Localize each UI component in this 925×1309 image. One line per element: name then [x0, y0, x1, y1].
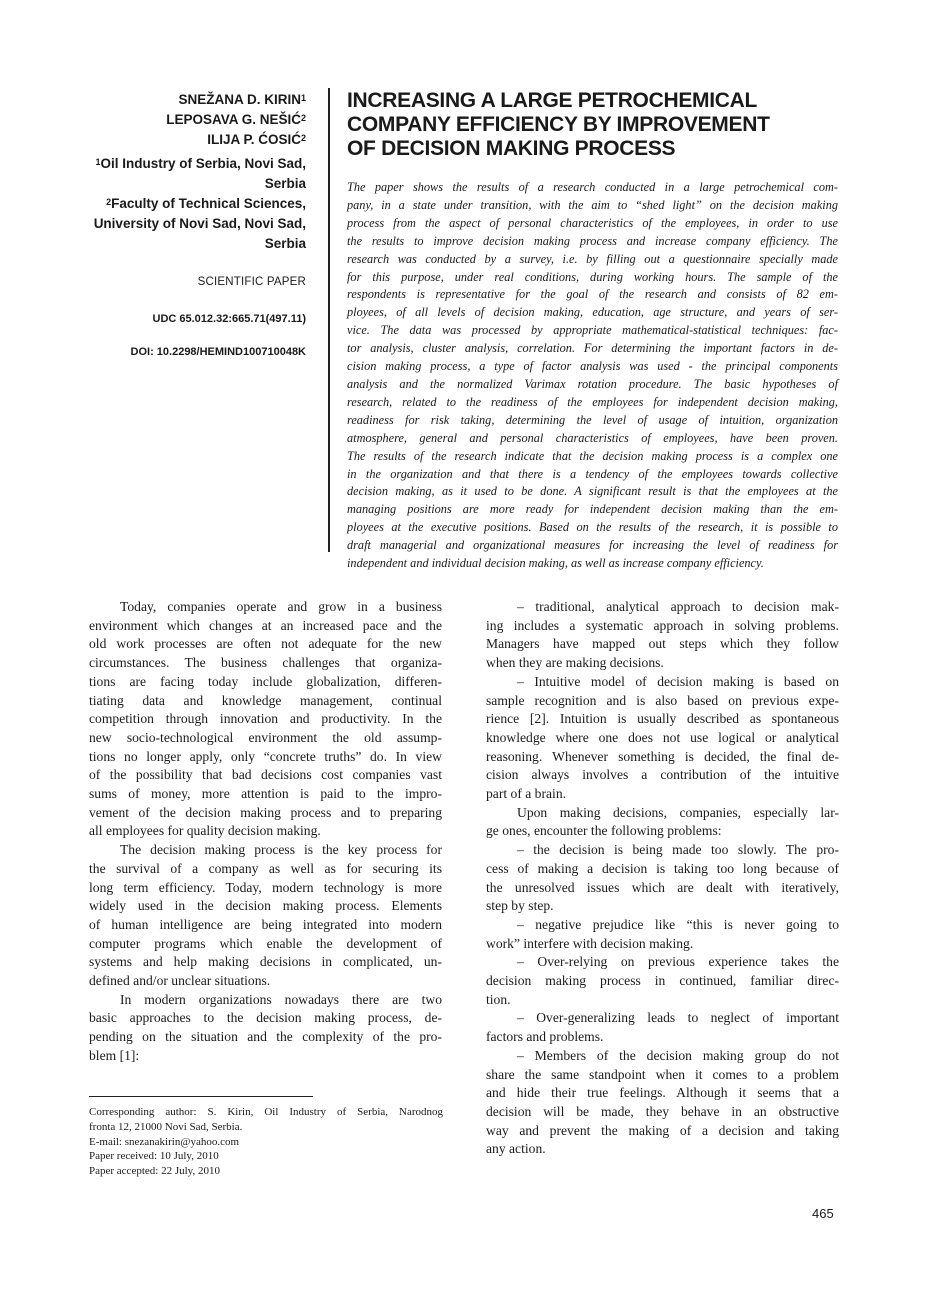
body-line: – the decision is being made too slowly. The pro- — [517, 842, 839, 858]
abstract-line: analysis and the normalized Varimax rotation procedure. The basic hypotheses of — [347, 376, 838, 391]
author-name: LEPOSAVA G. NEŠIĆ$^2$ — [166, 112, 306, 127]
abstract-line: process from the aspect of personal characteristics of the employees, in order to use — [347, 215, 838, 230]
body-line: widely used in the decision making process. Elements — [89, 898, 442, 914]
footnote-divider — [89, 1096, 313, 1097]
body-line: basic approaches to the decision making process, de- — [89, 1010, 442, 1026]
footnote — [89, 1105, 443, 1179]
body-line: – negative prejudice like “this is never going to — [517, 916, 839, 932]
abstract-line: The results of the research indicate that the decision making process is a complex one — [347, 448, 838, 463]
abstract — [347, 179, 838, 573]
abstract-line: pany, in a state under transition, with the aim to “shed light” on the decision making — [347, 197, 838, 212]
udc-code: UDC 65.012.32:665.71(497.11) — [152, 313, 306, 325]
body-line: – Over-generalizing leads to neglect of important — [517, 1010, 839, 1026]
body-line: decision making process in continued, familiar direc- — [486, 973, 839, 989]
body-line: tiating data and knowledge management, continual — [89, 692, 442, 708]
author-name: SNEŽANA D. KIRIN$^1$ — [178, 92, 306, 107]
body-line: Upon making decisions, companies, especially lar- — [517, 804, 839, 820]
abstract-line: independent and individual decision making, as well as increase company efficiency. — [347, 556, 764, 571]
abstract-line: vice. The data was processed by appropriate mathematical-statistical techniques: fac- — [347, 323, 838, 338]
abstract-line: research, related to the readiness of the employees for independent decision making, — [347, 394, 838, 409]
body-line: – Over-relying on previous experience takes the — [517, 954, 839, 970]
abstract-line: in the organization and that there is a tendency of the employees towards collective — [347, 466, 838, 481]
body-line: when they are making decisions. — [486, 655, 664, 671]
paper-title: INCREASING A LARGE PETROCHEMICAL COMPANY EFFICIENCY BY IMPROVEMENT OF DECISION MAKING PROCESS — [347, 89, 770, 160]
affiliation: $^2$Faculty of Technical Sciences, University of Novi Sad, Novi Sad, Serbia — [93, 196, 306, 251]
body-line: knowledge where one does not use logical or analytical — [486, 729, 839, 745]
author-name: ILIJA P. ĆOSIĆ$^2$ — [207, 132, 306, 147]
abstract-line: decision making, as it used to be done. A significant result is that the employees at the — [347, 484, 838, 499]
abstract-line: The paper shows the results of a research conducted in a large petrochemical com- — [347, 180, 838, 194]
body-line: work” interfere with decision making. — [486, 935, 694, 951]
body-line: rience [2]. Intuition is usually described as spontaneous — [486, 711, 839, 727]
abstract-line: atmosphere, general and personal characteristics of employees, have been proven. — [347, 430, 838, 445]
body-line: circumstances. The business challenges that organiza- — [89, 655, 442, 671]
body-line: any action. — [486, 1141, 546, 1157]
body-line: ing includes a systematic approach in solving problems. — [486, 617, 839, 633]
body-line: ge ones, encounter the following problems: — [486, 823, 722, 839]
body-line: new socio-technological environment the old assump- — [89, 729, 442, 745]
body-line: all employees for quality decision making. — [89, 823, 321, 839]
paper-type: SCIENTIFIC PAPER — [197, 276, 306, 288]
body-line: – Intuitive model of decision making is based on — [517, 673, 839, 689]
body-line: step by step. — [486, 898, 554, 914]
body-line: old work processes are often not adequate for the new — [89, 636, 442, 652]
body-line: In modern organizations nowadays there are two — [120, 991, 442, 1007]
body-line: – traditional, analytical approach to decision mak- — [517, 599, 839, 614]
abstract-line: the results to improve decision making process and increase company efficiency. The — [347, 233, 838, 248]
body-line: tions no longer apply, only “concrete truths” do. In view — [89, 748, 442, 764]
body-line: of the possibility that bad decisions cost companies vast — [89, 767, 442, 783]
footnote-line: fronta 12, 21000 Novi Sad, Serbia. — [89, 1120, 243, 1133]
affiliation: $^1$Oil Industry of Serbia, Novi Sad, Serbia — [95, 156, 306, 191]
body-line: sums of money, more attention is paid to the impro- — [89, 786, 442, 802]
vertical-divider — [328, 88, 330, 552]
abstract-line: cision making process, a type of factor analysis was used - the principal components — [347, 359, 838, 374]
body-line: share the same standpoint when it comes to a problem — [486, 1066, 839, 1082]
body-line: the survival of a company as well as for securing its — [89, 860, 442, 876]
abstract-line: respondents is representative for the goal of the research and consists of 82 em- — [347, 287, 838, 302]
body-line: long term efficiency. Today, modern technology is more — [89, 879, 442, 895]
body-line: reasoning. Whenever something is decided, the final de- — [486, 748, 839, 764]
body-column-right — [486, 598, 839, 1159]
body-line: of human intelligence are being integrated into modern — [89, 916, 442, 932]
abstract-line: ployees at the executive positions. Based on the results of the research, it is possible to — [347, 520, 838, 535]
body-line: way and prevent the making of a decision and taking — [486, 1122, 839, 1138]
body-line: vement of the decision making process and to preparing — [89, 804, 442, 820]
footnote-received: Paper received: 10 July, 2010 — [89, 1150, 219, 1163]
footnote-email: E-mail: snezanakirin@yahoo.com — [89, 1135, 240, 1148]
page-number: 465 — [812, 1206, 834, 1221]
body-line: pending on the situation and the complexity of the pro- — [89, 1029, 442, 1045]
body-line: computer programs which enable the development of — [89, 935, 442, 951]
body-line: sample recognition and is also based on previous expe- — [486, 692, 839, 708]
author-block — [66, 90, 306, 362]
footnote-accepted: Paper accepted: 22 July, 2010 — [89, 1165, 220, 1178]
abstract-line: research was conducted by a survey, i.e. by filling out a questionnaire specially made — [347, 251, 838, 266]
doi: DOI: 10.2298/HEMIND100710048K — [130, 346, 306, 358]
abstract-line: readiness for risk taking, determining the level of usage of intuition, organization — [347, 412, 838, 427]
abstract-line: tor analysis, cluster analysis, correlation. For determining the important factors in de- — [347, 341, 838, 356]
body-line: tions are facing today include globalization, differen- — [89, 673, 442, 689]
abstract-line: draft managerial and organizational measures for increasing the level of readiness for — [347, 538, 838, 553]
footnote-line: Corresponding author: S. Kirin, Oil Industry of Serbia, Narodnog — [89, 1106, 443, 1118]
body-line: – Members of the decision making group do not — [517, 1047, 839, 1063]
body-line: cision always involves a contribution of the intuitive — [486, 767, 839, 783]
body-line: factors and problems. — [486, 1029, 604, 1045]
body-line: systems and help making decisions in complicated, un- — [89, 954, 442, 970]
body-line: part of a brain. — [486, 786, 567, 802]
body-line: blem [1]: — [89, 1047, 140, 1063]
body-line: Managers have mapped out steps which they follow — [486, 636, 839, 652]
body-line: tion. — [486, 991, 511, 1007]
abstract-line: for this purpose, under real conditions, during working hours. The sample of the — [347, 269, 838, 284]
body-column-left — [89, 598, 442, 1066]
affiliations — [66, 154, 306, 254]
body-line: environment which changes at an increased pace and the — [89, 617, 442, 633]
body-line: defined and/or unclear situations. — [89, 973, 271, 989]
body-line: decision will be made, they behave in an obstructive — [486, 1103, 839, 1119]
body-line: Today, companies operate and grow in a business — [120, 599, 442, 614]
abstract-line: managing positions are more ready for independent decision making than the em- — [347, 502, 838, 517]
body-line: competition through innovation and productivity. In the — [89, 711, 442, 727]
body-line: the unresolved issues which are dealt with iteratively, — [486, 879, 839, 895]
abstract-line: ployees, of all levels of decision making, education, age structure, and years of ser- — [347, 305, 838, 320]
body-line: cess of making a decision is taking too long because of — [486, 860, 839, 876]
body-line: and hide their true feelings. Although it seems that a — [486, 1085, 839, 1101]
body-line: The decision making process is the key process for — [120, 842, 442, 858]
